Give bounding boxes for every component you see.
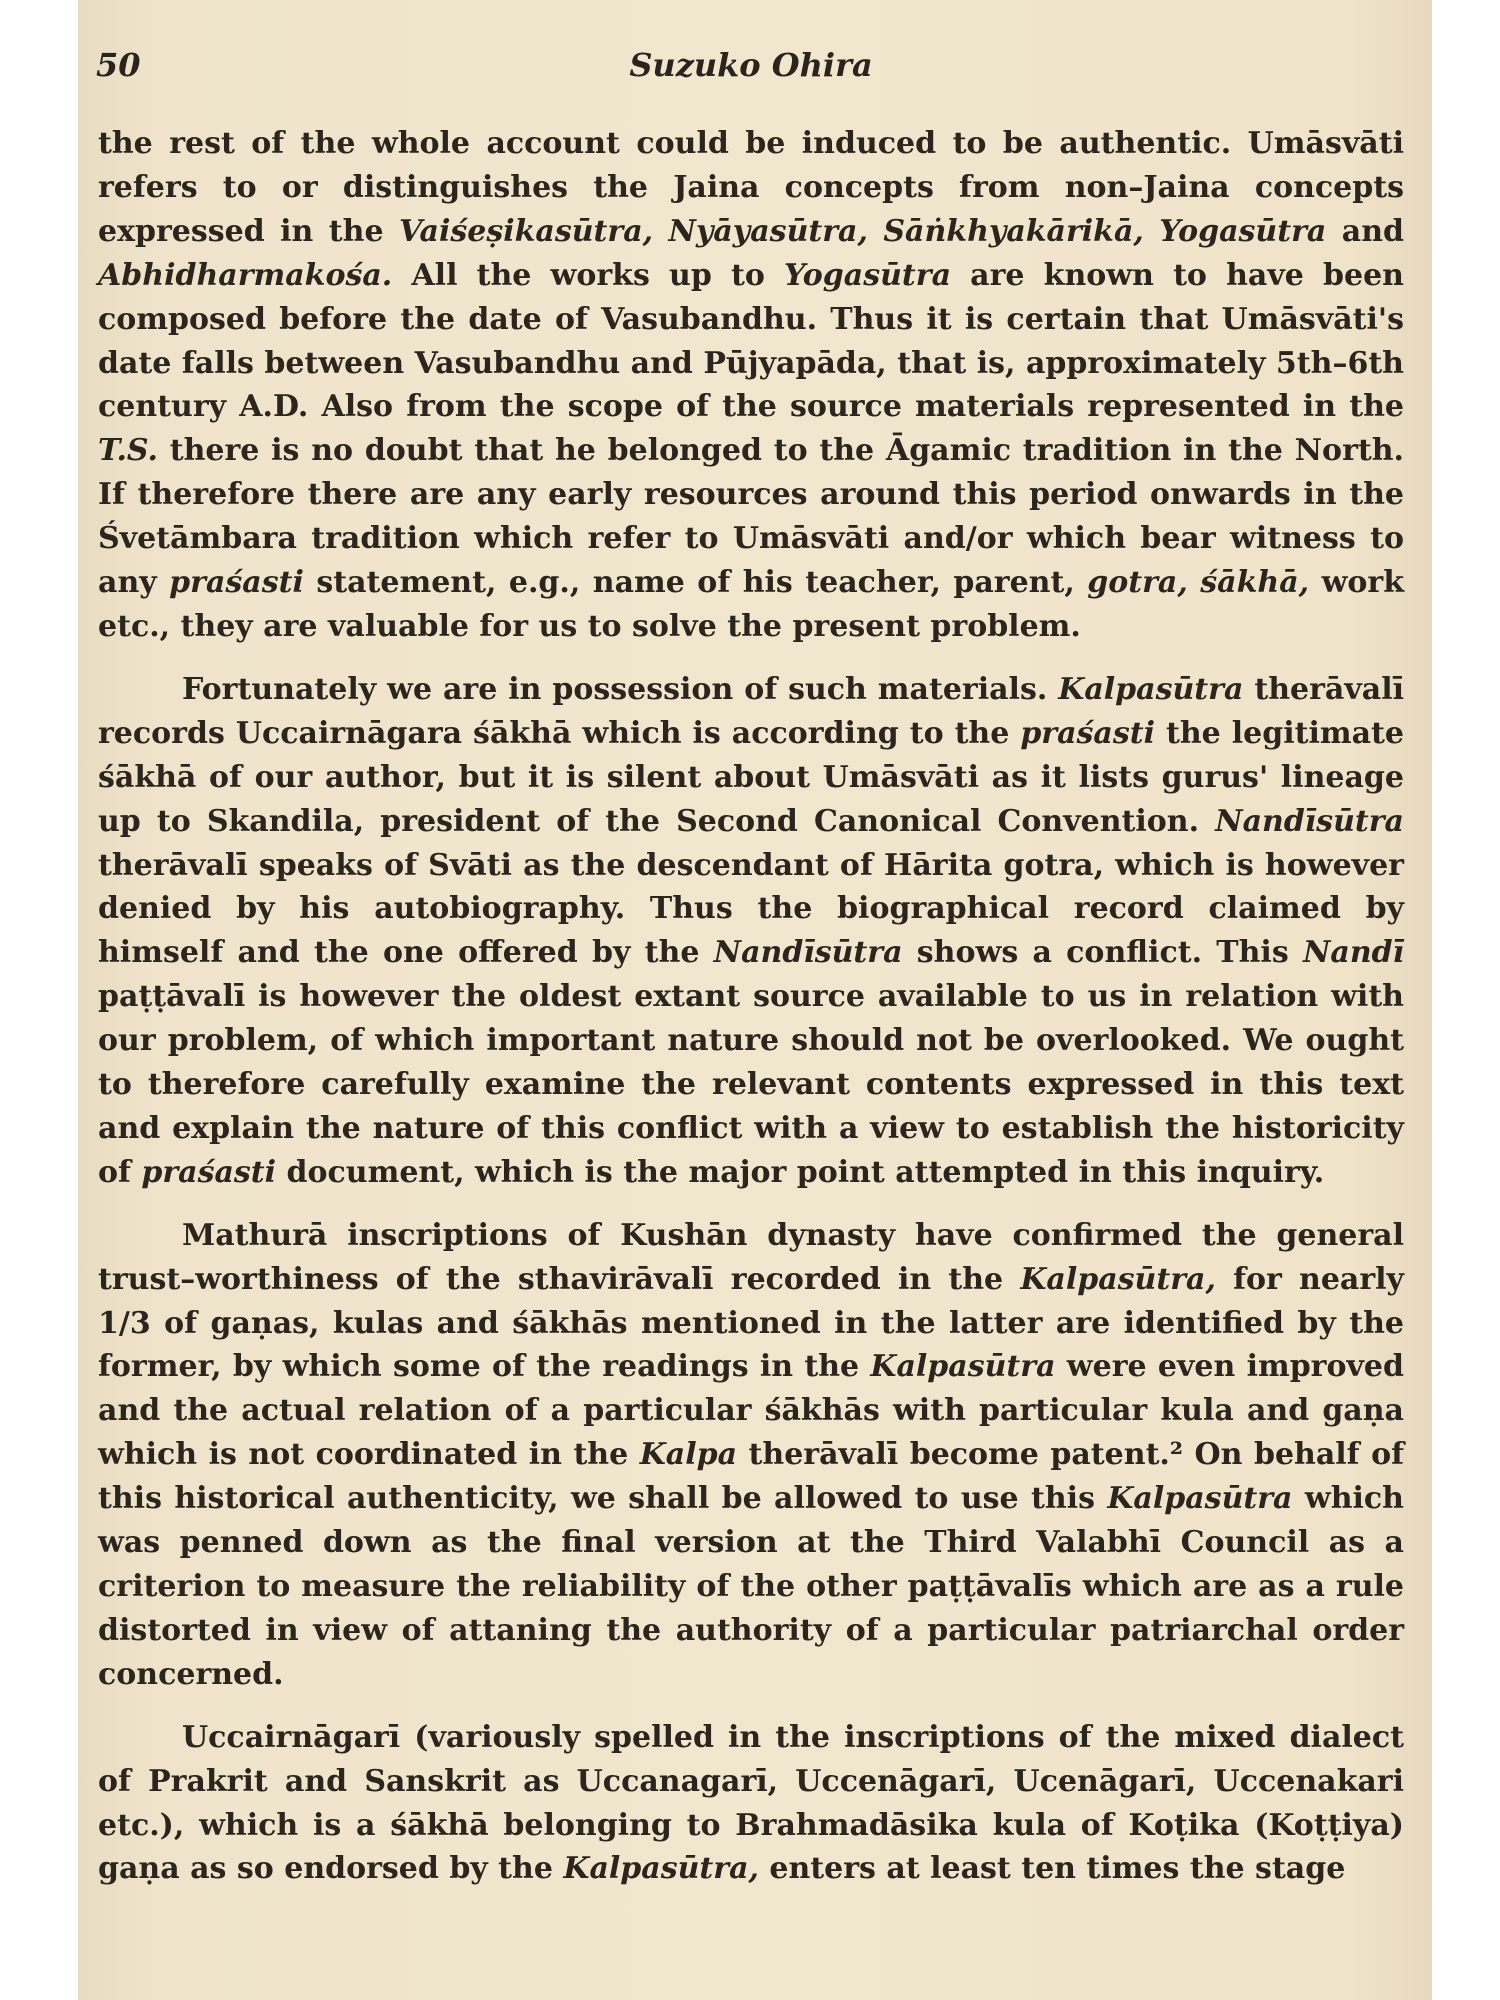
text-run: for nearly 1/3 of gaṇas, kulas and śākhās mentioned in the latter are identified by the former, by which some of the readings in the — [98, 1261, 1404, 1385]
text-run: there is no doubt that he belonged to the Āgamic tradition in the North. If therefore there are any early resources around this period onwards in the Śvetāmbara tradition which refer to Umāsvāti and/or which bear witness to any — [98, 433, 1404, 601]
paragraph-4 — [98, 1716, 1404, 1892]
text-run: are known to have been composed before the date of Vasubandhu. Thus it is certain that Umāsvāti's date falls between Vasubandhu and Pūjyapāda, that is, approximately 5th–6th century A.D. Also from the scope of the source materials represented in the — [98, 257, 1404, 425]
text-run: statement, e.g., name of his teacher, parent, — [303, 565, 1088, 601]
text-run: paṭṭāvalī is however the oldest extant source available to us in relation with our problem, of which important nature should not be overlooked. We ought to therefore carefully examine the relevant contents expressed in this text and explain the nature of this conflict with a view to establish the historicity of — [98, 979, 1404, 1190]
text-run: Fortunately we are in possession of such materials. — [182, 671, 1059, 707]
text-run: document, which is the major point attempted in this inquiry. — [276, 1154, 1325, 1190]
text-run: Uccairnāgarī (variously spelled in the inscriptions of the mixed dialect of Prakrit and Sanskrit as Uccanagarī, Uccenāgarī, Ucenāgarī, Uccenakari etc.), which is a śākhā belonging to Brahmadāsika kula of Koṭika (Koṭṭiya) gaṇa as so endorsed by the — [98, 1719, 1404, 1887]
text-run: therāvalī become patent.² On behalf of this historical authenticity, we shall be allowed to use this — [98, 1437, 1405, 1517]
italic-term: Nandī — [1302, 935, 1405, 971]
italic-term: Kalpasūtra — [870, 1349, 1056, 1385]
text-run: enters at least ten times the stage — [758, 1851, 1346, 1887]
italic-term: Nandīsūtra — [713, 935, 903, 971]
text-run: were even improved and the actual relation of a particular śākhās with particular kula and gaṇa which is not coordinated in the — [98, 1349, 1404, 1473]
text-run: the legitimate śākhā of our author, but it is silent about Umāsvāti as it lists gurus' lineage up to Skandila, president of the Second Canonical Convention. — [98, 715, 1404, 839]
italic-term: Yogasūtra — [783, 257, 952, 293]
page-number: 50 — [96, 46, 141, 84]
italic-term: Kalpasūtra — [1107, 1481, 1293, 1517]
italic-term: Nandīsūtra — [1215, 803, 1404, 839]
text-run: the rest of the whole account could be induced to be authentic. Umāsvāti refers to or distinguishes the Jaina concepts from non–Jaina concepts expressed in the — [98, 126, 1404, 249]
paragraph-3 — [98, 1214, 1404, 1697]
running-head-author: Suzuko Ohira — [629, 46, 873, 84]
italic-term: Kalpasūtra — [1058, 671, 1244, 707]
running-header — [96, 46, 1406, 90]
text-run: and — [1326, 213, 1404, 249]
italic-term: Kalpa — [639, 1437, 738, 1473]
paragraph-1 — [98, 122, 1404, 649]
paragraph-2 — [98, 668, 1404, 1195]
text-run: therāvalī records Uccairnāgara śākhā which is according to the — [98, 671, 1405, 751]
text-run: work etc., they are valuable for us to solve the present problem. — [98, 565, 1404, 644]
italic-term: praśasti — [169, 565, 304, 601]
text-run: shows a conflict. This — [902, 935, 1303, 971]
text-run: All the works up to — [392, 257, 784, 293]
text-run: therāvalī speaks of Svāti as the descendant of Hārita gotra, which is however denied by his autobiography. Thus the biographical record claimed by himself and the one offered by the — [98, 847, 1404, 971]
italic-term: Kalpasūtra, — [1020, 1261, 1216, 1297]
italic-term: T.S. — [98, 433, 158, 469]
text-run: Mathurā inscriptions of Kushān dynasty have confirmed the general trust–worthiness of the sthavirāvalī recorded in the — [98, 1217, 1404, 1297]
italic-term: praśasti — [1020, 715, 1156, 751]
italic-term: gotra, śākhā, — [1087, 565, 1310, 601]
body-text — [98, 122, 1404, 1891]
italic-term: Vaiśeṣikasūtra, Nyāyasūtra, Sāṅkhyakārikā, Yogasūtra — [398, 213, 1327, 249]
italic-term: Kalpasūtra, — [563, 1851, 759, 1887]
italic-term: praśasti — [141, 1154, 277, 1190]
italic-term: Abhidharmakośa. — [98, 257, 393, 293]
text-run: which was penned down as the final version at the Third Valabhī Council as a criterion to measure the reliability of the other paṭṭāvalīs which are as a rule distorted in view of attaning the authority of a particular patriarchal order concerned. — [98, 1481, 1404, 1692]
